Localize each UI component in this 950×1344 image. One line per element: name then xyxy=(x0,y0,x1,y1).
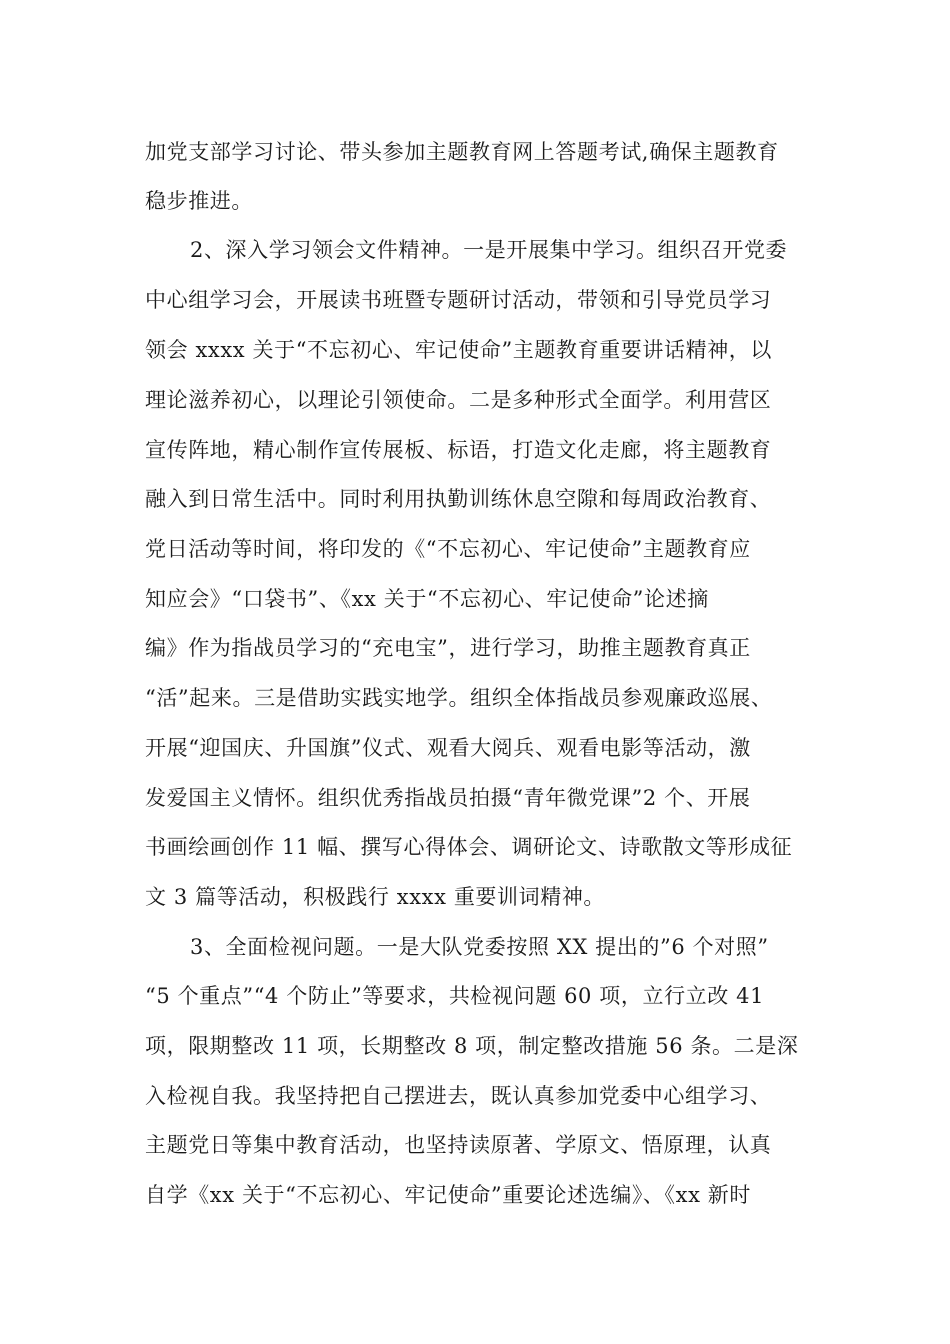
text-line: 中心组学习会，开展读书班暨专题研讨活动，带领和引导党员学习 xyxy=(145,288,772,312)
text-line: 发爱国主义情怀。组织优秀指战员拍摄“青年微党课”2 个、开展 xyxy=(145,786,751,810)
text-line: “5 个重点”“4 个防止”等要求，共检视问题 60 项，立行立改 41 xyxy=(145,984,765,1008)
paragraph-2-start: 2、深入学习领会文件精神。一是开展集中学习。组织召开党委 xyxy=(190,238,788,262)
text-line: 融入到日常生活中。同时利用执勤训练休息空隙和每周政治教育、 xyxy=(145,487,772,511)
text-line: 编》作为指战员学习的“充电宝”，进行学习，助推主题教育真正 xyxy=(145,636,751,660)
text-line: 宣传阵地，精心制作宣传展板、标语，打造文化走廊，将主题教育 xyxy=(145,438,772,462)
text-line: 稳步推进。 xyxy=(145,189,253,213)
text-line: 项，限期整改 11 项，长期整改 8 项，制定整改措施 56 条。二是深 xyxy=(145,1034,799,1058)
text-line: 开展“迎国庆、升国旗”仪式、观看大阅兵、观看电影等活动，激 xyxy=(145,736,751,760)
text-line: 文 3 篇等活动，积极践行 xxxx 重要训词精神。 xyxy=(145,885,606,909)
text-line: 党日活动等时间，将印发的《“不忘初心、牢记使命”主题教育应 xyxy=(145,537,751,561)
text-line: 领会 xxxx 关于“不忘初心、牢记使命”主题教育重要讲话精神，以 xyxy=(145,338,772,362)
text-line: 知应会》“口袋书”、《xx 关于“不忘初心、牢记使命”论述摘 xyxy=(145,587,709,611)
text-line: 主题党日等集中教育活动，也坚持读原著、学原文、悟原理，认真 xyxy=(145,1133,772,1157)
text-line: 理论滋养初心，以理论引领使命。二是多种形式全面学。利用营区 xyxy=(145,388,772,412)
text-line: 自学《xx 关于“不忘初心、牢记使命”重要论述选编》、《xx 新时 xyxy=(145,1183,751,1207)
text-line: “活”起来。三是借助实践实地学。组织全体指战员参观廉政巡展、 xyxy=(145,686,773,710)
text-line: 入检视自我。我坚持把自己摆进去，既认真参加党委中心组学习、 xyxy=(145,1084,772,1108)
text-line: 加党支部学习讨论、带头参加主题教育网上答题考试,确保主题教育 xyxy=(145,140,779,164)
text-line: 书画绘画创作 11 幅、撰写心得体会、调研论文、诗歌散文等形成征 xyxy=(145,835,793,859)
paragraph-3-start: 3、全面检视问题。一是大队党委按照 XX 提出的”6 个对照” xyxy=(190,935,769,959)
